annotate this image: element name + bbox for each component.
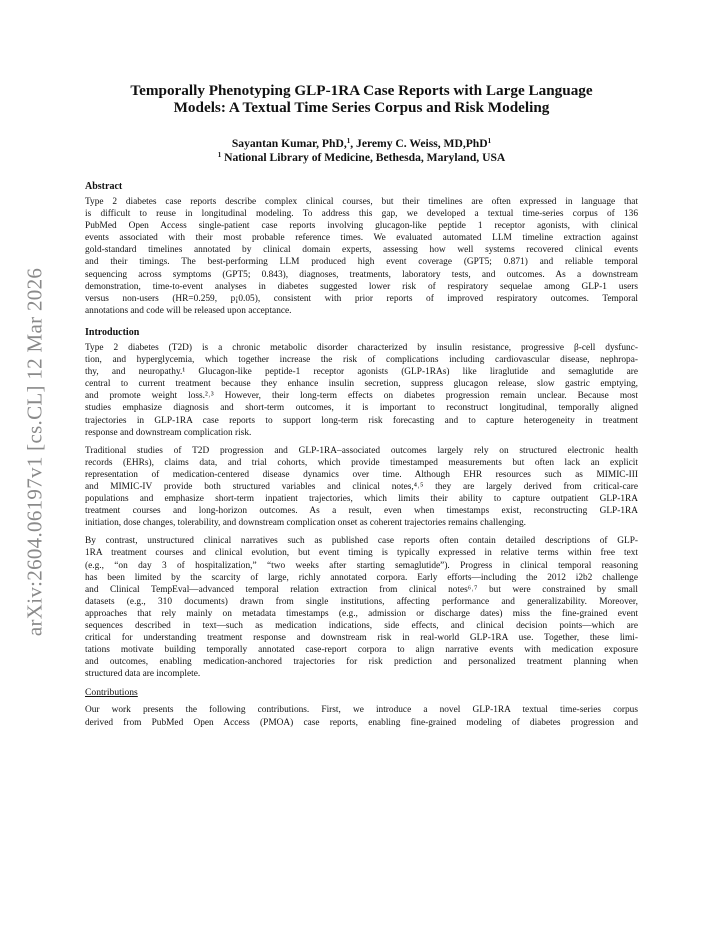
author-2-affil-mark: 1: [487, 137, 492, 145]
paper-title: [85, 82, 638, 116]
text-line: 1RA treatment courses and clinical evolution, but event timing is typically expressed in relative terms within free text: [85, 548, 638, 559]
arxiv-identifier-text: arXiv:2604.06197v1 [cs.CL] 12 Mar 2026: [22, 267, 47, 637]
text-line: and Clinical TempEval—advanced temporal relation extraction from clinical notes⁶˒⁷ but were constrained by small: [85, 584, 638, 595]
abstract-heading: Abstract: [85, 181, 123, 192]
affiliation-text: National Library of Medicine, Bethesda, Maryland, USA: [221, 151, 506, 164]
intro-paragraph-1: [85, 342, 638, 439]
introduction-heading: Introduction: [85, 326, 140, 338]
text-line: By contrast, unstructured clinical narratives such as published case reports often contain detailed descriptions of GLP-: [85, 536, 638, 547]
contributions-heading: Contributions: [85, 687, 138, 699]
text-line: and MIMIC-IV provide both structured variables and clinical notes,⁴˒⁵ they are largely derived from critical-care: [85, 481, 638, 492]
author-list: [85, 137, 638, 151]
abstract-line: Type 2 diabetes case reports describe complex clinical courses, but their timelines are often expressed in language that: [85, 197, 638, 207]
affiliation-mark: 1: [217, 151, 222, 159]
text-line: trajectories in GLP-1RA case reports to support long-term risk forecasting and to capture heterogeneity in treatment: [85, 415, 638, 426]
text-line: structured data are incomplete.: [85, 669, 201, 680]
abstract-line: PubMed Open Access single-patient case reports involving glucagon-like peptide 1 receptor agonists, with clinical: [85, 221, 638, 232]
text-line: treatment courses and long-horizon outcomes. As a result, even when timestamps exist, reconstructing GLP-1RA: [85, 506, 638, 517]
text-line: populations and emphasize short-term inpatient trajectories, which limits their ability to capture outpatient GLP-1RA: [85, 494, 638, 505]
text-line: tations motivate building temporally annotated case-report corpora to align narrative events with medication exposure: [85, 645, 638, 656]
abstract-body: [85, 196, 638, 317]
text-line: central to current treatment because they enhance insulin secretion, suppress glucagon release, slow gastric emptying,: [85, 379, 638, 390]
text-line: initiation, dose changes, tolerability, and downstream complication onset as coherent trajectories remains challenging.: [85, 518, 527, 529]
text-line: Our work presents the following contributions. First, we introduce a novel GLP-1RA textual time-series corpus: [85, 705, 638, 716]
contributions-paragraph: [85, 704, 638, 728]
affiliation: [85, 151, 638, 165]
text-line: Type 2 diabetes (T2D) is a chronic metabolic disorder characterized by insulin resistance, progressive β-cell dysfunc-: [85, 342, 638, 353]
abstract-line: and their timings. The best-performing LLM produced high event coverage (GPT5; 0.871) and reliable temporal: [85, 257, 638, 268]
title-line: Temporally Phenotyping GLP-1RA Case Reports with Large Language: [130, 82, 593, 99]
text-line: representation of medication-centered disease dynamics over time. Although EHR resources such as MIMIC-III: [85, 469, 638, 480]
abstract-line: gold-standard timelines annotated by clinical domain experts, assessing how well systems recovered clinical events: [85, 245, 638, 256]
arxiv-identifier: [22, 262, 48, 642]
author-1: Sayantan Kumar, PhD,: [231, 137, 347, 150]
text-line: records (EHRs), claims data, and trial cohorts, which provide timestamped measurements but often lack an explicit: [85, 457, 638, 468]
text-line: and promote weight loss.²˒³ However, their long-term effects on diabetes progression remain unclear. Because most: [85, 391, 638, 402]
text-line: Traditional studies of T2D progression and GLP-1RA–associated outcomes largely rely on structured electronic health: [85, 445, 638, 456]
text-line: and outcomes, enabling medication-anchored trajectories for risk prediction and personalized treatment planning when: [85, 657, 638, 668]
text-line: derived from PubMed Open Access (PMOA) case reports, enabling fine-grained modeling of diabetes progression and: [85, 717, 638, 728]
abstract-line: versus non-users (HR=0.259, p¡0.05), consistent with prior reports of improved respiratory outcomes. Temporal: [85, 293, 638, 304]
abstract-line: events associated with their most probable reference times. We evaluated automated LLM timeline extraction against: [85, 233, 638, 244]
title-line: Models: A Textual Time Series Corpus and Risk Modeling: [173, 99, 550, 116]
text-line: has been limited by the scarcity of large, richly annotated corpora. Early efforts—including the 2012 i2b2 challenge: [85, 572, 638, 583]
abstract-line: annotations and code will be released upon acceptance.: [85, 305, 292, 316]
text-line: (e.g., “on day 3 of hospitalization,” “two weeks after starting semaglutide”). Progress in clinical temporal reasoning: [85, 560, 638, 571]
text-line: critical for understanding treatment response and downstream risk in real-world GLP-1RA use. Together, these limi-: [85, 633, 638, 644]
paper-page: [85, 82, 638, 729]
text-line: datasets (e.g., 310 documents) drawn from single institutions, affecting performance and generalizability. Moreover,: [85, 596, 638, 607]
abstract-line: sequencing across symptoms (GPT5; 0.843), diagnoses, treatments, laboratory tests, and outcomes. As a downstream: [85, 269, 638, 280]
text-line: thy, and neuropathy.¹ Glucagon-like peptide-1 receptor agonists (GLP-1RAs) like liraglutide and semaglutide are: [85, 367, 638, 378]
text-line: sequences described in text—such as medication indications, side effects, and clinical decision points—which are: [85, 621, 638, 631]
text-line: tion, and hyperglycemia, which together increase the risk of complications including cardiovascular disease, nephropa-: [85, 355, 638, 366]
intro-paragraph-3: [85, 535, 638, 680]
text-line: approaches that rely mainly on metadata timestamps (e.g., admission or discharge dates) miss the fine-grained event: [85, 608, 638, 619]
text-line: studies emphasize diagnosis and short-term outcomes, it is important to reconstruct longitudinal, temporally aligned: [85, 403, 638, 414]
abstract-line: demonstration, time-to-event analyses in diabetes suggested lower risk of respiratory sequelae among GLP-1 users: [85, 281, 638, 292]
author-1-affil-mark: 1: [346, 137, 351, 145]
abstract-line: is difficult to reuse in longitudinal modeling. To address this gap, we developed a textual time-series corpus of 136: [85, 209, 638, 220]
intro-paragraph-2: [85, 445, 638, 530]
author-2: , Jeremy C. Weiss, MD,PhD: [350, 137, 488, 150]
text-line: response and downstream complication risk.: [85, 427, 252, 438]
